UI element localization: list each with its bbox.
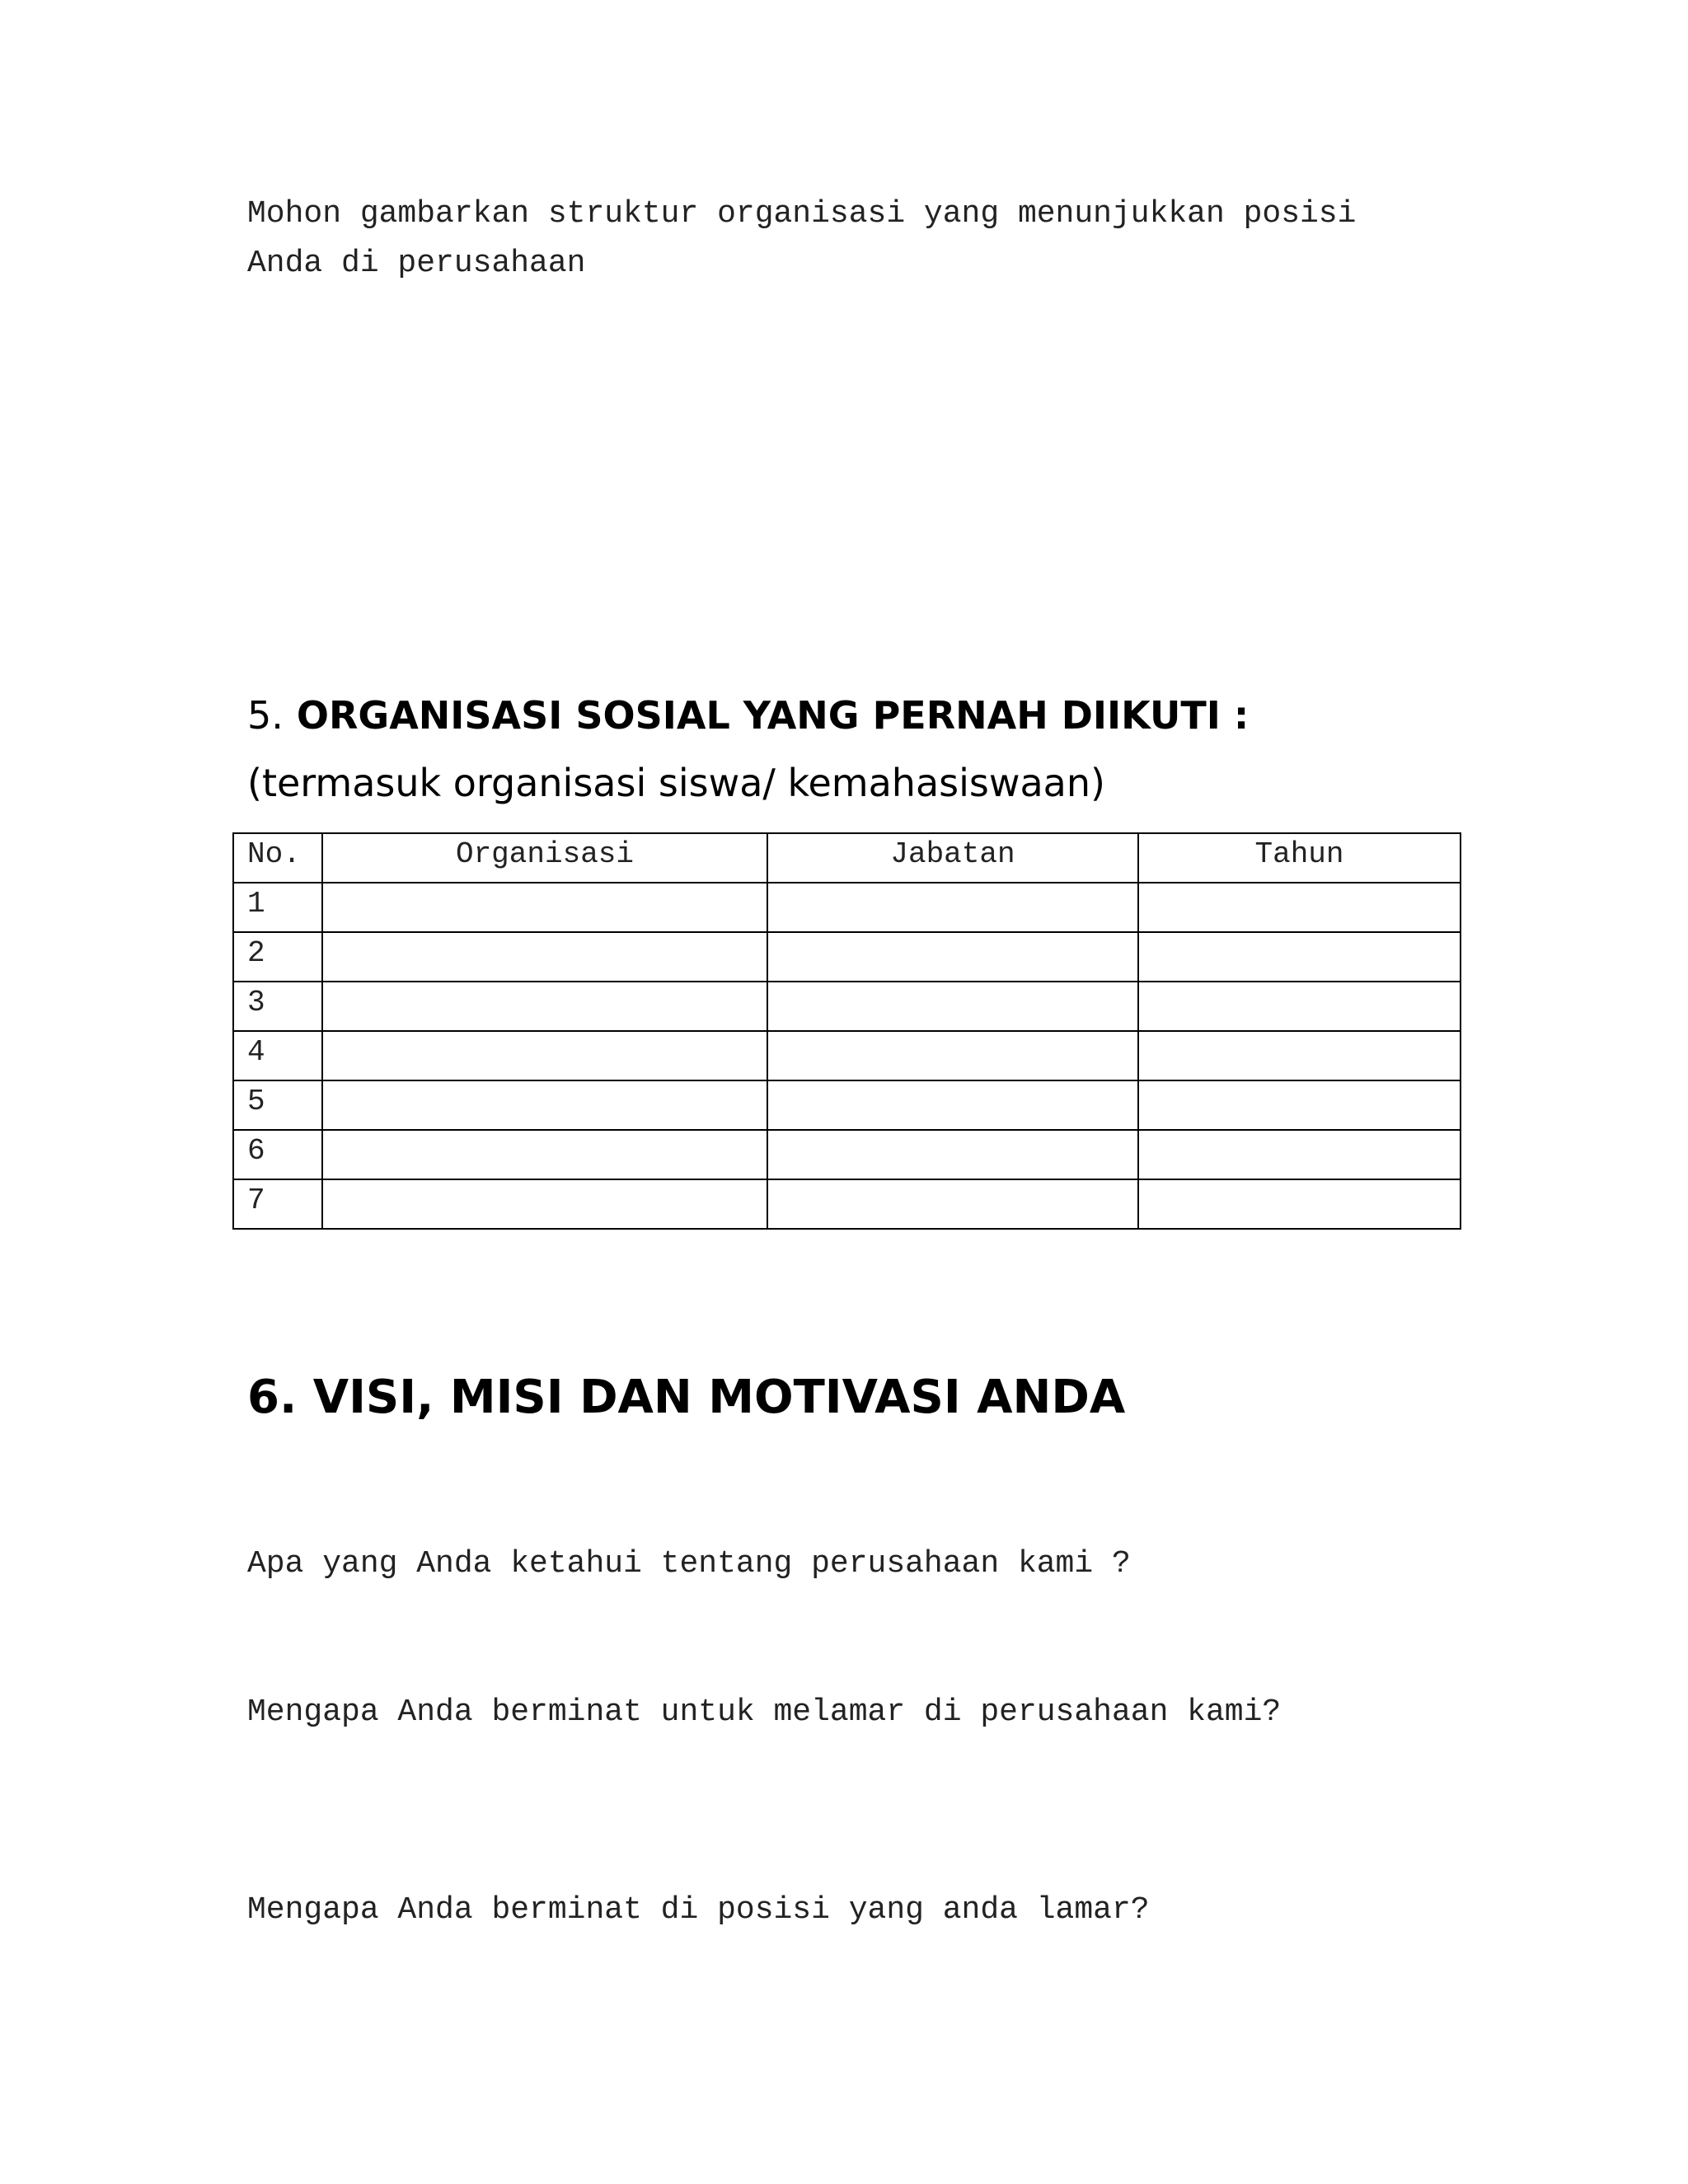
- jabatan-cell[interactable]: [767, 1130, 1138, 1179]
- table-row: [233, 982, 1461, 1031]
- intro-line-2: Anda di perusahaan: [247, 246, 586, 281]
- question-why-position: Mengapa Anda berminat di posisi yang anda lamar?: [247, 1892, 1150, 1928]
- organisasi-cell[interactable]: [322, 1080, 767, 1130]
- row-number: 2: [233, 932, 322, 982]
- table-row: [233, 1130, 1461, 1179]
- row-number: 1: [233, 883, 322, 932]
- tahun-cell[interactable]: [1138, 1130, 1461, 1179]
- organisasi-cell[interactable]: [322, 1031, 767, 1080]
- table-row: [233, 1031, 1461, 1080]
- header-jabatan: Jabatan: [767, 833, 1138, 883]
- tahun-cell[interactable]: [1138, 883, 1461, 932]
- jabatan-cell[interactable]: [767, 1031, 1138, 1080]
- tahun-cell[interactable]: [1138, 1179, 1461, 1229]
- jabatan-cell[interactable]: [767, 1080, 1138, 1130]
- row-number: 5: [233, 1080, 322, 1130]
- tahun-cell[interactable]: [1138, 1031, 1461, 1080]
- row-number: 7: [233, 1179, 322, 1229]
- row-number: 4: [233, 1031, 322, 1080]
- section-5-title: ORGANISASI SOSIAL YANG PERNAH DIIKUTI :: [296, 693, 1250, 738]
- section-5-heading: [247, 691, 1249, 740]
- row-number: 6: [233, 1130, 322, 1179]
- section-5-number: 5.: [247, 693, 284, 738]
- section-5-subtitle: (termasuk organisasi siswa/ kemahasiswaan): [247, 761, 1105, 805]
- tahun-cell[interactable]: [1138, 982, 1461, 1031]
- organisasi-cell[interactable]: [322, 1179, 767, 1229]
- table-row: [233, 883, 1461, 932]
- header-no: No.: [233, 833, 322, 883]
- table-row: [233, 1179, 1461, 1229]
- intro-line-1: Mohon gambarkan struktur organisasi yang menunjukkan posisi: [247, 196, 1357, 232]
- jabatan-cell[interactable]: [767, 982, 1138, 1031]
- table-row: [233, 932, 1461, 982]
- header-organisasi: Organisasi: [322, 833, 767, 883]
- row-number: 3: [233, 982, 322, 1031]
- tahun-cell[interactable]: [1138, 932, 1461, 982]
- organisasi-cell[interactable]: [322, 1130, 767, 1179]
- jabatan-cell[interactable]: [767, 1179, 1138, 1229]
- question-why-apply: Mengapa Anda berminat untuk melamar di perusahaan kami?: [247, 1694, 1282, 1730]
- jabatan-cell[interactable]: [767, 883, 1138, 932]
- jabatan-cell[interactable]: [767, 932, 1138, 982]
- tahun-cell[interactable]: [1138, 1080, 1461, 1130]
- organisasi-cell[interactable]: [322, 982, 767, 1031]
- table-row: [233, 1080, 1461, 1130]
- header-tahun: Tahun: [1138, 833, 1461, 883]
- section-6-title: 6. VISI, MISI DAN MOTIVASI ANDA: [247, 1371, 1126, 1424]
- question-company-knowledge: Apa yang Anda ketahui tentang perusahaan kami ?: [247, 1546, 1131, 1582]
- organization-table: [232, 832, 1461, 1230]
- organisasi-cell[interactable]: [322, 932, 767, 982]
- organisasi-cell[interactable]: [322, 883, 767, 932]
- table-header-row: [233, 833, 1461, 883]
